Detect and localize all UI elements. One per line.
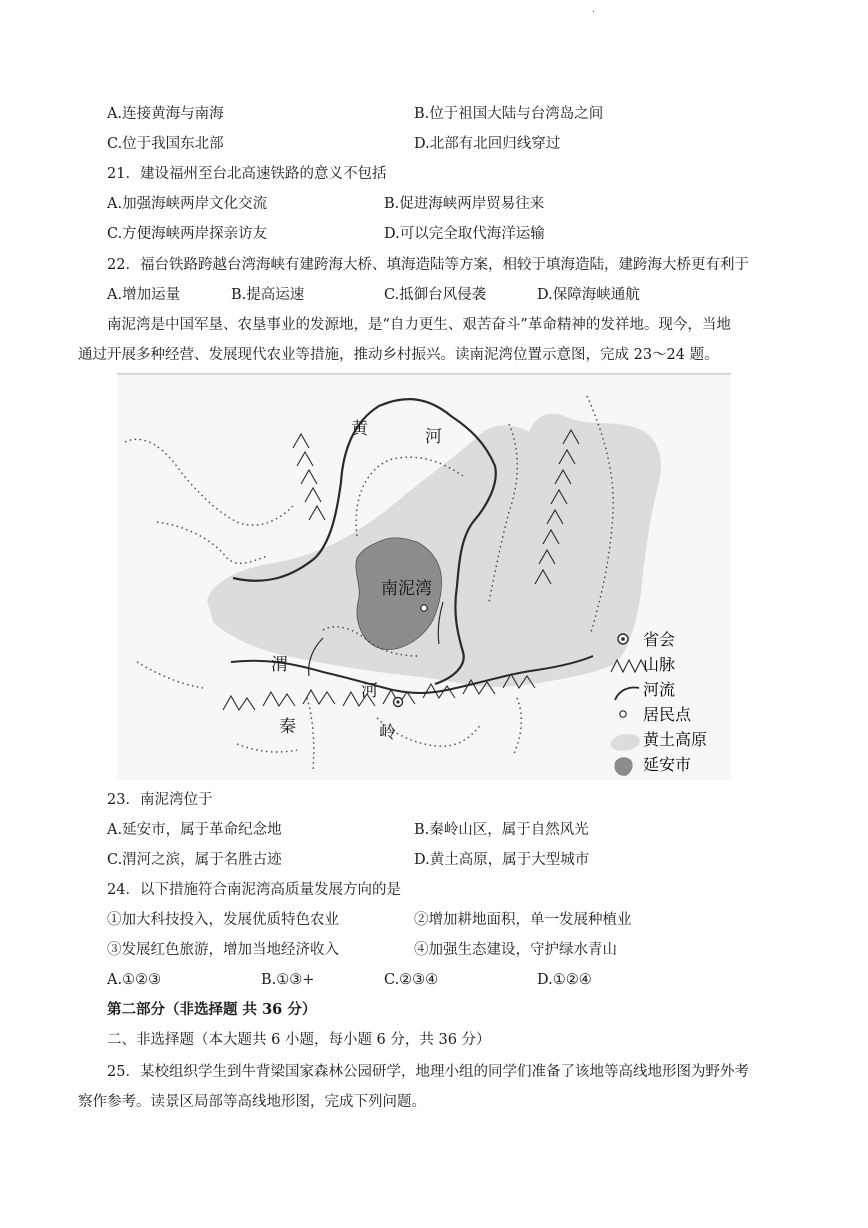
q23-stem: 23．南泥湾位于 [107, 792, 213, 808]
q23-option-c: C.渭河之滨，属于名胜古迹 [107, 852, 282, 868]
q25-line-1: 25．某校组织学生到牛背梁国家森林公园研学，地理小组的同学们准备了该地等高线地形图为野外考 [107, 1064, 749, 1080]
q23-option-a: A.延安市，属于革命纪念地 [107, 822, 282, 838]
q24-option-b: B.①③+ [261, 972, 315, 988]
q22-option-a: A.增加运量 [107, 287, 181, 303]
q21-option-b: B.促进海峡两岸贸易往来 [384, 196, 545, 212]
q24-item-2: ②增加耕地面积，单一发展种植业 [414, 912, 632, 928]
legend-loess-label: 黄土高原 [643, 730, 708, 749]
q22-stem: 22．福台铁路跨越台湾海峡有建跨海大桥、填海造陆等方案，相较于填海造陆，建跨海大桥更有利于 [107, 257, 749, 273]
q24-option-a: A.①②③ [107, 972, 162, 988]
provincial-capital-marker [394, 698, 403, 707]
q24-stem: 24．以下措施符合南泥湾高质量发展方向的是 [107, 882, 401, 898]
q20-option-a: A.连接黄海与南海 [107, 106, 224, 122]
legend-yanan-label: 延安市 [643, 755, 692, 774]
q24-item-4: ④加强生态建设，守护绿水青山 [414, 942, 617, 958]
q23-option-d: D.黄土高原，属于大型城市 [414, 852, 590, 868]
label-wei: 渭 [271, 655, 288, 675]
legend-river-label: 河流 [643, 680, 676, 699]
page-top-mark: . [592, 4, 596, 15]
passage-line-1: 南泥湾是中国军垦、农垦事业的发源地，是“自力更生、艰苦奋斗”革命精神的发祥地。现今，当地 [107, 317, 731, 333]
part2-title: 第二部分（非选择题 共 36 分） [107, 1001, 317, 1018]
legend-settlement-label: 居民点 [643, 705, 692, 724]
q20-option-b: B.位于祖国大陆与台湾岛之间 [414, 106, 604, 122]
passage-line-2: 通过开展多种经营、发展现代农业等措施，推动乡村振兴。读南泥湾位置示意图，完成 23～24 题。 [78, 347, 719, 363]
nanniwan-location-map [117, 372, 731, 780]
label-he-yellow-river: 河 [425, 427, 442, 447]
legend-capital-label: 省会 [643, 630, 676, 649]
label-he-wei-river: 河 [361, 681, 378, 701]
label-ling: 岭 [379, 723, 396, 743]
q22-option-d: D.保障海峡通航 [537, 287, 640, 303]
q24-item-1: ①加大科技投入，发展优质特色农业 [107, 912, 339, 928]
label-qin: 秦 [279, 717, 296, 737]
legend-settlement-icon [620, 711, 626, 717]
label-nanniwan: 南泥湾 [381, 579, 432, 599]
q24-option-d: D.①②④ [537, 972, 592, 988]
q22-option-b: B.提高运速 [231, 287, 305, 303]
legend-capital-icon [618, 634, 628, 644]
q25-line-2: 察作参考。读景区局部等高线地形图，完成下列问题。 [78, 1094, 426, 1110]
legend-mountain-label: 山脉 [643, 655, 676, 674]
q21-option-c: C.方便海峡两岸探亲访友 [107, 226, 268, 242]
nanniwan-settlement-marker [421, 605, 427, 611]
q23-option-b: B.秦岭山区，属于自然风光 [414, 822, 589, 838]
label-huang: 黄 [351, 419, 368, 439]
q21-stem: 21．建设福州至台北高速铁路的意义不包括 [107, 166, 387, 182]
q24-item-3: ③发展红色旅游，增加当地经济收入 [107, 942, 339, 958]
q20-option-c: C.位于我国东北部 [107, 136, 224, 152]
q21-option-d: D.可以完全取代海洋运输 [384, 226, 545, 242]
q20-option-d: D.北部有北回归线穿过 [414, 136, 561, 152]
q22-option-c: C.抵御台风侵袭 [384, 287, 487, 303]
q24-option-c: C.②③④ [384, 972, 439, 988]
part2-subtitle: 二、非选择题（本大题共 6 小题，每小题 6 分，共 36 分） [107, 1032, 491, 1048]
q21-option-a: A.加强海峡两岸文化交流 [107, 196, 268, 212]
